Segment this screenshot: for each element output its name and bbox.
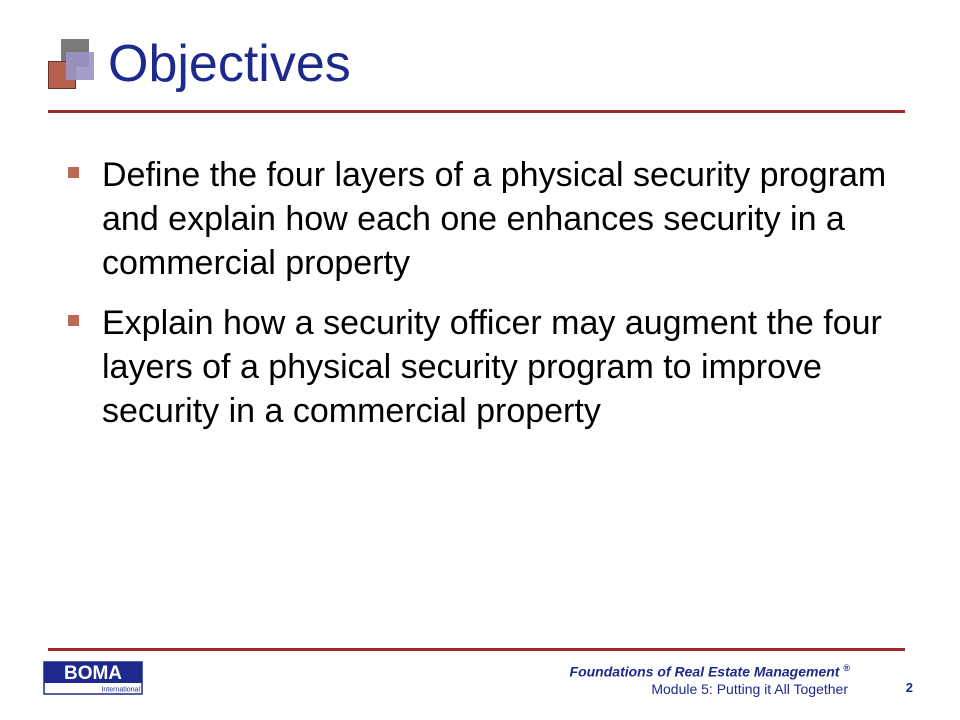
course-title-text: Foundations of Real Estate Management bbox=[569, 663, 840, 680]
bullet-item bbox=[68, 153, 918, 285]
boma-logo bbox=[43, 661, 143, 695]
course-title bbox=[570, 663, 850, 680]
bullet-list bbox=[68, 153, 918, 449]
decorative-square-purple bbox=[66, 52, 94, 80]
footer-divider bbox=[48, 648, 905, 651]
bullet-item bbox=[68, 301, 918, 433]
bullet-text: Explain how a security officer may augment the four layers of a physical security program to improve security in a commercial property bbox=[102, 304, 882, 430]
registered-mark: ® bbox=[843, 663, 850, 673]
title-divider bbox=[48, 110, 905, 113]
bullet-text: Define the four layers of a physical security program and explain how each one enhances security in a commercial property bbox=[102, 156, 887, 282]
slide-title: Objectives bbox=[108, 35, 351, 93]
bullet-square-icon bbox=[68, 167, 79, 178]
bullet-square-icon bbox=[68, 315, 79, 326]
logo-subtext: International bbox=[101, 686, 140, 694]
page-number: 2 bbox=[905, 680, 913, 695]
logo-text: BOMA bbox=[63, 663, 123, 684]
module-label: Module 5: Putting it All Together bbox=[651, 681, 848, 697]
